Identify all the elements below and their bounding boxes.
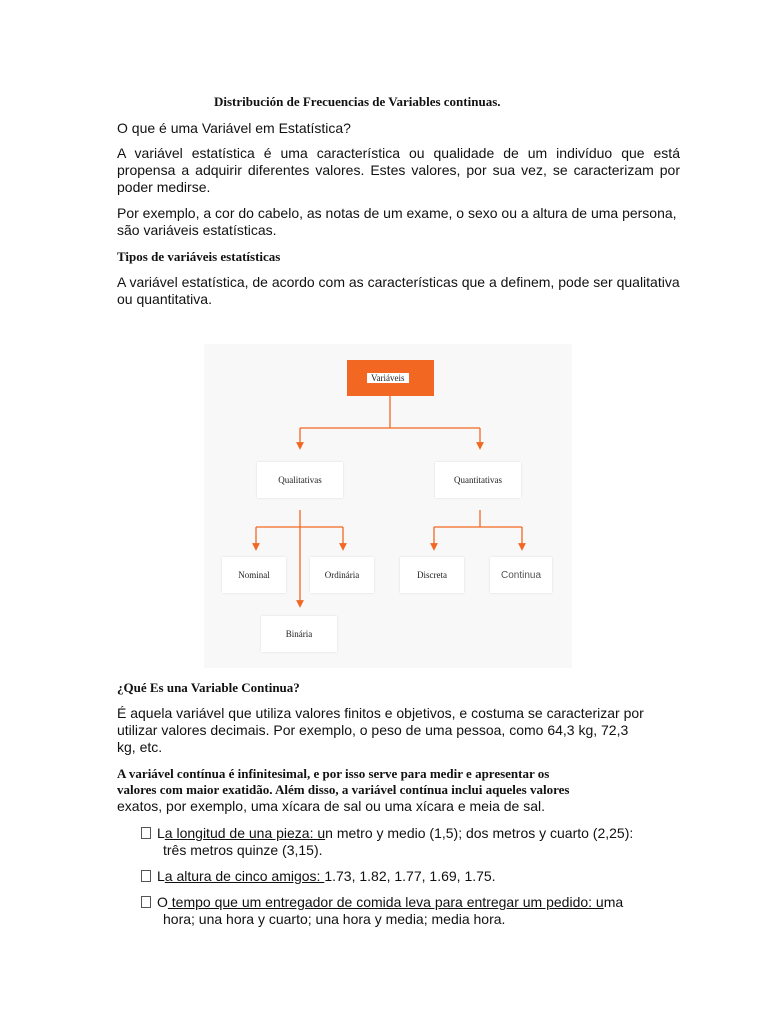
paragraph-continua-definition: É aquela variável que utiliza valores finitos e objetivos, e costuma se caracterizar por utilizar valores decimais. Por exemplo, o peso de uma pessoa, como 64,3 kg, 72,3 kg, etc.: [117, 705, 644, 755]
page-title: Distribución de Frecuencias de Variables continuas.: [214, 94, 501, 109]
paragraph-bold-line-2: valores com maior exatidão. Além disso, a variável contínua inclui aqueles valores: [117, 782, 570, 797]
paragraph-exatos: exatos, por exemplo, uma xícara de sal ou uma xícara e meia de sal.: [117, 798, 545, 814]
paragraph-bold-line-1: A variável contínua é infinitesimal, e por isso serve para medir e apresentar os: [117, 766, 550, 781]
node-nominal: Nominal: [222, 557, 286, 593]
list-item: [141, 868, 661, 885]
bullet-rest: 1.73, 1.82, 1.77, 1.69, 1.75.: [324, 868, 496, 884]
paragraph-example: Por exemplo, a cor do cabelo, as notas de um exame, o sexo ou a altura de uma persona, são variáveis estatísticas.: [117, 205, 677, 238]
node-qualitativas: Qualitativas: [257, 462, 343, 498]
list-item: [141, 825, 661, 859]
node-variaveis: [347, 360, 434, 396]
list-item: [141, 894, 661, 928]
bullet-continuation: três metros quinze (3,15).: [163, 842, 323, 858]
variables-diagram: [204, 344, 572, 668]
bullet-lead: O: [157, 894, 168, 910]
bullet-continuation: hora; una hora y cuarto; una hora y media; media hora.: [163, 911, 506, 927]
bullet-box-icon: [141, 827, 151, 839]
node-binaria: Binária: [261, 616, 337, 652]
node-ordinaria: Ordinária: [310, 557, 374, 593]
paragraph-tipos: A variável estatística, de acordo com as características que a definem, pode ser qualitativa ou quantitativa.: [117, 274, 680, 307]
node-continua: Continua: [490, 557, 552, 593]
bullet-lead: L: [157, 825, 165, 841]
bullet-rest: ma: [603, 894, 624, 910]
bullet-box-icon: [141, 896, 151, 908]
node-discreta: Discreta: [400, 557, 464, 593]
bullet-underlined: a altura de cinco amigos:: [164, 868, 325, 884]
bullet-underlined: a longitud de una pieza: u: [164, 825, 326, 841]
bullet-rest: n metro y medio (1,5); dos metros y cuarto (2,25):: [325, 825, 634, 841]
section-heading-tipos: Tipos de variáveis estatísticas: [117, 249, 281, 264]
bullet-underlined: tempo que um entregador de comida leva para entregar um pedido: u: [167, 894, 604, 910]
paragraph-definition: A variável estatística é uma característica ou qualidade de um indivíduo que está propensa a adquirir diferentes valores. Estes valores, por sua vez, se caracterizam por poder medirse.: [117, 145, 680, 195]
bullet-lead: L: [157, 868, 165, 884]
question-heading: O que é uma Variável em Estatística?: [117, 120, 351, 136]
node-variaveis-label: Variáveis: [367, 373, 409, 383]
section-heading-continua: ¿Qué Es una Variable Continua?: [117, 680, 300, 695]
node-quantitativas: Quantitativas: [435, 462, 521, 498]
bullet-box-icon: [141, 870, 151, 882]
